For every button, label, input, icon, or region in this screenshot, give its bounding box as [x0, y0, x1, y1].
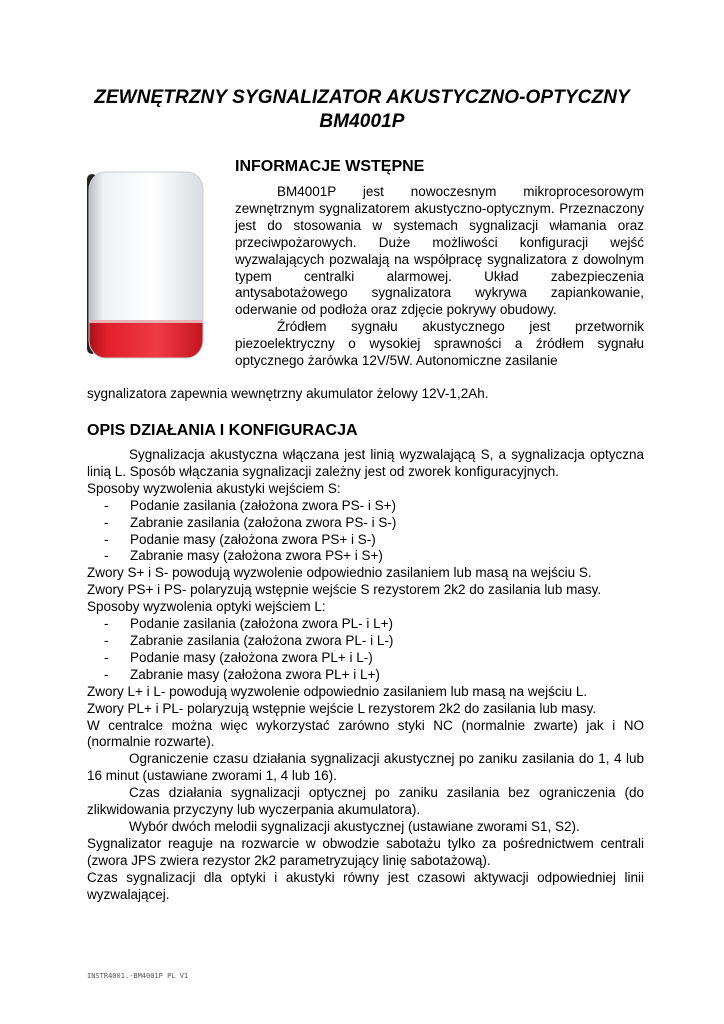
title-line-2: BM4001P — [319, 111, 405, 132]
list-item: - Podanie masy (założona zwora PS+ i S-) — [104, 531, 376, 547]
intro-text-1: BM4001P jest nowoczesnym mikroprocesorowym zewnętrznym sygnalizatorem akustyczno-optycznym. Przeznaczony jest do stosowania w systemach sygnalizacji włamania oraz przeciwpożarowych. Duże możliwości konfiguracji wejść wyzwalających pozwalają na współpracę sygnalizatora z dowolnym typem centralki alarmowej. Układ zabezpieczenia antysabotażowego sygnalizatora wykrywa zapiankowanie, oderwanie od podłoża oraz zdjęcie pokrywy obudowy. — [235, 184, 644, 318]
desc-melody: Wybór dwóch melodii sygnalizacji akustycznej (ustawiane zworami S1, S2). — [129, 818, 580, 834]
section-heading-opis: OPIS DZIAŁANIA I KONFIGURACJA — [87, 422, 358, 439]
desc-s-title: Sposoby wyzwolenia akustyki wejściem S: — [87, 480, 341, 496]
desc-nc-no: W centralce można więc wykorzystać zarówno styki NC (normalnie zwarte) jak i NO (normalnie rozwarte). — [87, 717, 644, 750]
siren-device-image — [87, 170, 205, 360]
description-body — [87, 447, 644, 903]
list-item: - Zabranie zasilania (założona zwora PL- i L-) — [104, 632, 394, 648]
section-heading-informacje: INFORMACJE WSTĘPNE — [235, 158, 425, 175]
desc-time-optic: Czas działania sygnalizacji optycznej po zaniku zasilania bez ograniczenia (do zlikwidowania przyczyny lub wyczerpania akumulatora). — [87, 785, 644, 818]
intro-paragraph — [235, 184, 644, 370]
list-item: - Podanie masy (założona zwora PL+ i L-) — [104, 649, 373, 665]
document-title — [60, 86, 664, 134]
title-line-1: ZEWNĘTRZNY SYGNALIZATOR AKUSTYCZNO-OPTYCZNY — [94, 87, 630, 108]
list-item: - Podanie zasilania (założona zwora PS- i S+) — [104, 497, 397, 513]
desc-final: Czas sygnalizacji dla optyki i akustyki równy jest czasowi aktywacji odpowiedniej linii wyzwalającej. — [87, 869, 644, 902]
desc-intro: Sygnalizacja akustyczna włączana jest linią wyzwalającą S, a sygnalizacja optyczna linią L. Sposób włączania sygnalizacji zależny jest od zworek konfiguracyjnych. — [87, 447, 644, 479]
intro-paragraph-continued — [87, 386, 644, 403]
list-item: - Podanie zasilania (założona zwora PL- i L+) — [104, 616, 394, 632]
intro-text-2: Źródłem sygnału akustycznego jest przetwornik piezoelektryczny o wysokiej sprawności a źródłem sygnału optycznego żarówka 12V/5W. Autonomiczne zasilanie — [235, 319, 644, 369]
list-item: - Zabranie zasilania (założona zwora PS- i S-) — [104, 514, 397, 530]
desc-s-note-2: Zwory PS+ i PS- polaryzują wstępnie wejście S rezystorem 2k2 do zasilania lub masy. — [87, 582, 602, 598]
desc-tamper: Sygnalizator reaguje na rozwarcie w obwodzie sabotażu tylko za pośrednictwem centrali (zwora JPS zwiera rezystor 2k2 parametryzujący linię sabotażową). — [87, 835, 644, 868]
desc-time-acoustic: Ograniczenie czasu działania sygnalizacji akustycznej po zaniku zasilania do 1, 4 lub 16 minut (ustawiane zworami 1, 4 lub 16). — [87, 751, 644, 784]
footer-doc-id: INSTR4001.-BM4001P PL V1 — [87, 972, 189, 980]
desc-l-title: Sposoby wyzwolenia optyki wejściem L: — [87, 599, 326, 615]
desc-s-note-1: Zwory S+ i S- powodują wyzwolenie odpowiednio zasilaniem lub masą na wejściu S. — [87, 565, 592, 581]
desc-l-note-1: Zwory L+ i L- powodują wyzwolenie odpowiednio zasilaniem lub masą na wejściu L. — [87, 683, 588, 699]
intro-text-3: sygnalizatora zapewnia wewnętrzny akumulator żelowy 12V-1,2Ah. — [87, 386, 489, 401]
desc-l-note-2: Zwory PL+ i PL- polaryzują wstępnie wejście L rezystorem 2k2 do zasilania lub masy. — [87, 700, 597, 716]
list-item: - Zabranie masy (założona zwora PS+ i S+) — [104, 548, 383, 564]
list-item: - Zabranie masy (założona zwora PL+ i L+) — [104, 666, 380, 682]
